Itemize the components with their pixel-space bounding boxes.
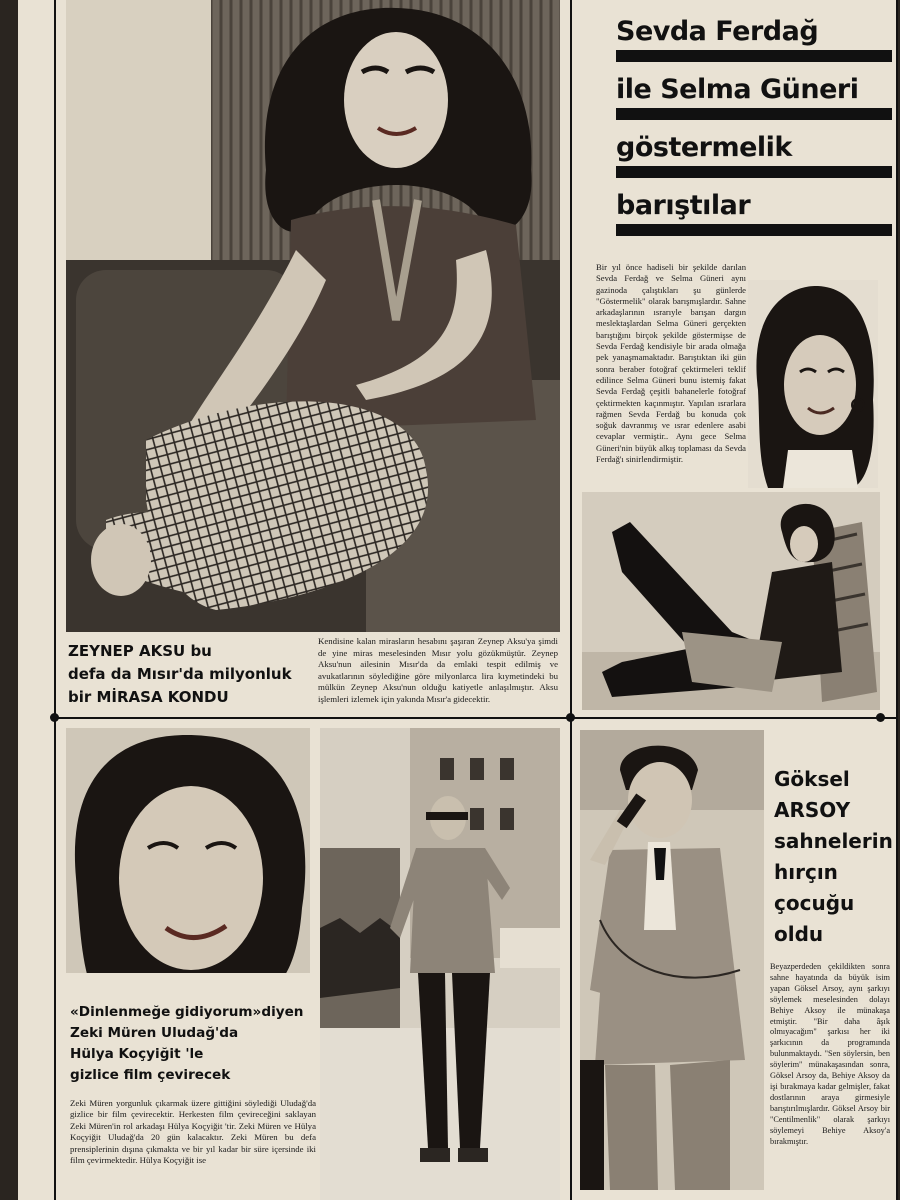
rule-dot [50, 713, 59, 722]
rule-dot [566, 713, 575, 722]
headline-line: defa da Mısır'da milyonluk [68, 665, 292, 683]
zeki-muren-headline [70, 1002, 330, 1086]
headline-bar [616, 108, 892, 120]
goksel-arsoy-body: Beyazperdeden çekildikten sonra sahne hayatında da büyük isim yapan Göksel Arsoy, aynı şarkıyı söylemek meselesinden dolayı Behiye Aksoy ile münakaşa etmiştir. "Bir daha âşık olmıyacağım" şarkısı her iki şarkıcının da programında bulunmaktaydı. "Sen söylersin, ben söylerim" münakaşasından sonra, Göksel Arsoy da, Behiye Aksoy da işi bırakmaya kadar gelmişler, fakat dostlarının araya girmesiyle barıştırılmışlardır. Göksel Arsoy bir "Centilmenlik" olarak şarkıyı söylemeyi Behiye Aksoy'a bırakmıştır. [770, 962, 890, 1146]
headline-line: Zeki Müren Uludağ'da [70, 1025, 239, 1041]
headline-line: ARSOY [774, 798, 851, 822]
selma-guneri-photo [748, 280, 878, 488]
headline-bar [616, 224, 892, 236]
headline-line: oldu [774, 922, 824, 946]
headline-line: barıştılar [616, 190, 751, 221]
headline-line: Göksel [774, 767, 850, 791]
goksel-arsoy-headline [774, 764, 894, 950]
ferdag-guneri-headline [616, 18, 892, 250]
headline-line: hırçın [774, 860, 838, 884]
headline-line: sahnelerin [774, 829, 893, 853]
goksel-arsoy-photo [580, 730, 764, 1190]
rule-dot [876, 713, 885, 722]
section-rule [54, 717, 898, 719]
column-rule [54, 0, 56, 1200]
zeynep-aksu-headline [68, 640, 330, 709]
newspaper-page [18, 0, 898, 1200]
headline-line: Hülya Koçyiğit 'le [70, 1046, 204, 1062]
headline-line: bir MİRASA KONDU [68, 688, 229, 706]
headline-line: ile Selma Güneri [616, 74, 859, 105]
headline-line: gizlice film çevirecek [70, 1067, 231, 1083]
ferdag-guneri-body: Bir yıl önce hadiseli bir şekilde darılan Sevda Ferdağ ve Selma Güneri aynı gazinoda çalıştıkları şu günlerde "Göstermelik" olarak barışmışlardır. Sahne arkadaşlarının ısrarıyle barışan dargın meslektaşlardan Selma Güneri gerçekten barıştığını birçok şekilde göstermişse de Sevda Ferdağ kendisiyle bir arada olmağa pek yanaşmamaktadır. Barıştıktan iki gün sonra beraber fotoğraf çektirmeleri teklif edilince Selma Güneri bunu istemiş fakat Sevda Ferdağ çeşitli bahanelerle fotoğraf çektirmekten kaçınmıştır. Yapılan ısrarlara rağmen Sevda Ferdağ bu konuda çok soğuk davranmış ve ısrar edenlere asabi cevaplar vermiştir.. Aynı gece Selma Güneri'nin büyük alkış toplaması da Sevda Ferdağ'ı sinirlendirmiştir. [596, 262, 746, 465]
headline-line: göstermelik [616, 132, 792, 163]
headline-line: çocuğu [774, 891, 855, 915]
zeki-muren-body: Zeki Müren yorgunluk çıkarmak üzere gittiğini söylediği Uludağ'da gizlice bir film çevirecektir. Herkesten film çevireceğini saklayan Zeki Müren'in rol arkadaşı Hülya Koçyiğit 'tir. Zeki Müren ve Hülya Koçyiğit Uludağ'da 20 gün kalacaktır. Zeki Müren bu defa prensiplerinin dışına çıkmakta ve bir yıl kadar bir süre içersinde iki film çevirmektedir. Hülya Koçyiğit ise [70, 1098, 316, 1166]
hulya-kocyigit-photo [66, 728, 310, 1000]
column-rule [570, 0, 572, 1200]
headline-line: «Dinlenmeğe gidiyorum»diyen [70, 1004, 304, 1020]
headline-line: Sevda Ferdağ [616, 16, 819, 47]
column-rule [896, 0, 898, 1200]
headline-line: ZEYNEP AKSU bu [68, 642, 212, 660]
headline-bar [616, 166, 892, 178]
zeynep-aksu-photo [66, 0, 560, 632]
zeki-muren-photo [320, 728, 560, 1200]
headline-bar [616, 50, 892, 62]
zeynep-aksu-body: Kendisine kalan mirasların hesabını şaşıran Zeynep Aksu'ya şimdi de yine miras meselesinden Mısır yolu gözükmüştür. Zeynep Aksu'nun ailesinin Mısır'da da emlaki tespit edilmiş ve avukatlarının söylediğine göre milyonlarca lira kıymetindeki bu mülkün Zeynep Aksu'nun olduğu katiyetle anlaşılmıştır. Aksu işlemleri izlemek için yakında Mısır'a gidecektir. [318, 636, 558, 704]
sevda-ferdag-photo [582, 492, 880, 710]
